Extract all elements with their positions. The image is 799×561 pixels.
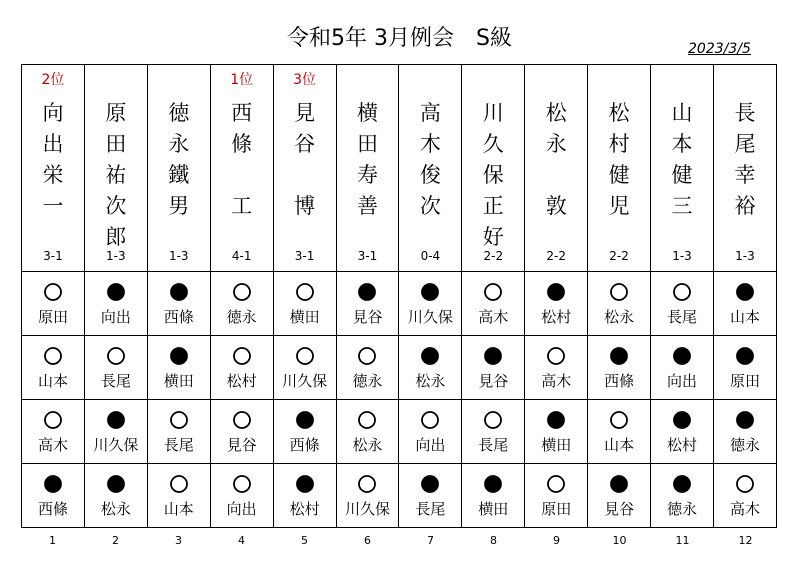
opponent-name: 徳永 [667,500,698,518]
round-row [22,272,777,336]
opponent-name: 長尾 [415,500,446,518]
loss-dot-icon [148,346,210,366]
opponent-name: 高木 [541,372,572,390]
player-rank: 3位 [293,72,317,88]
player-header-row [22,65,777,272]
loss-dot-icon [462,474,524,494]
loss-dot-icon [714,282,776,302]
result-cell [462,464,525,528]
result-cell [399,400,462,464]
win-circle-icon [588,410,650,430]
event-date: 2023/3/5 [688,41,751,57]
win-circle-icon [211,474,273,494]
loss-dot-icon [651,474,713,494]
player-name: 松 村 健 児 [608,101,630,218]
player-record: 4-1 [231,249,252,263]
win-circle-icon [274,346,336,366]
player-record: 1-3 [168,249,189,263]
result-cell [84,272,147,336]
player-rank [525,71,587,89]
round-row [22,400,777,464]
player-rank [462,71,524,89]
result-cell [273,336,336,400]
result-cell [147,464,210,528]
column-number: 11 [675,534,690,547]
win-circle-icon [211,410,273,430]
opponent-name: 山本 [163,500,194,518]
player-column-header [713,65,776,272]
result-cell [588,336,651,400]
player-name: 徳 永 鐵 男 [168,101,190,218]
opponent-name: 見谷 [604,500,635,518]
win-circle-icon [148,410,210,430]
result-cell [336,272,399,336]
win-circle-icon [211,282,273,302]
opponent-name: 松永 [604,308,635,326]
win-circle-icon [337,346,399,366]
opponent-name: 川久保 [93,436,139,454]
opponent-name: 徳永 [729,436,760,454]
result-cell [22,336,85,400]
player-rank: 2位 [41,72,65,88]
player-record: 2-2 [483,249,504,263]
loss-dot-icon [462,346,524,366]
column-number: 2 [112,534,119,547]
result-cell [399,464,462,528]
player-column-header [84,65,147,272]
player-record: 2-2 [609,249,629,263]
win-circle-icon [274,282,336,302]
result-cell [273,272,336,336]
result-cell [210,400,273,464]
player-rank [714,71,776,89]
player-name: 横 田 寿 善 [356,101,378,218]
loss-dot-icon [588,474,650,494]
loss-dot-icon [148,282,210,302]
result-cell [22,272,85,336]
player-rank [399,71,461,89]
opponent-name: 横田 [163,372,194,390]
result-cell [336,400,399,464]
opponent-name: 山本 [604,436,635,454]
opponent-name: 山本 [37,372,68,390]
loss-dot-icon [85,410,147,430]
win-circle-icon [22,282,84,302]
win-circle-icon [525,474,587,494]
result-cell [588,272,651,336]
opponent-name: 川久保 [282,372,328,390]
result-cell [273,464,336,528]
opponent-name: 川久保 [344,500,390,518]
loss-dot-icon [399,346,461,366]
loss-dot-icon [651,346,713,366]
result-cell [462,400,525,464]
opponent-name: 西條 [289,436,320,454]
result-cell [273,400,336,464]
column-number: 12 [738,534,753,547]
player-name: 川 久 保 正 好 [482,101,504,249]
result-cell [525,400,588,464]
player-rank [337,71,399,89]
column-number: 7 [427,534,434,547]
win-circle-icon [399,410,461,430]
player-name: 高 木 俊 次 [419,101,441,218]
player-rank [85,71,147,89]
player-column-header [525,65,588,272]
opponent-name: 向出 [415,436,446,454]
opponent-name: 松永 [352,436,383,454]
opponent-name: 松村 [289,500,320,518]
loss-dot-icon [85,474,147,494]
result-cell [147,336,210,400]
result-cell [336,336,399,400]
column-numbers [21,533,777,549]
result-cell [713,400,776,464]
win-circle-icon [588,282,650,302]
player-record: 1-3 [735,249,755,263]
player-name: 長 尾 幸 裕 [734,101,756,218]
player-record: 3-1 [294,249,315,263]
win-circle-icon [714,474,776,494]
loss-dot-icon [525,282,587,302]
column-number: 1 [49,534,56,547]
round-row [22,336,777,400]
opponent-name: 横田 [541,436,572,454]
opponent-name: 西條 [604,372,635,390]
loss-dot-icon [399,474,461,494]
result-cell [147,400,210,464]
result-cell [713,464,776,528]
result-cell [147,272,210,336]
result-cell [336,464,399,528]
opponent-name: 高木 [729,500,760,518]
result-cell [525,336,588,400]
column-number: 5 [301,534,308,547]
opponent-name: 長尾 [163,436,194,454]
loss-dot-icon [337,282,399,302]
result-cell [651,336,714,400]
opponent-name: 原田 [37,308,68,326]
player-record: 1-3 [106,249,126,263]
column-number: 8 [490,534,497,547]
player-record: 3-1 [357,249,378,263]
opponent-name: 長尾 [667,308,698,326]
loss-dot-icon [588,346,650,366]
win-circle-icon [22,346,84,366]
opponent-name: 向出 [667,372,698,390]
result-cell [588,464,651,528]
opponent-name: 松村 [226,372,257,390]
win-circle-icon [337,410,399,430]
loss-dot-icon [85,282,147,302]
opponent-name: 見谷 [478,372,509,390]
player-name: 原 田 祐 次 郎 [105,101,127,249]
player-rank: 1位 [230,72,254,88]
result-cell [462,336,525,400]
player-name: 松 永 敦 [545,101,567,218]
opponent-name: 高木 [478,308,509,326]
opponent-name: 松村 [667,436,698,454]
column-number: 9 [553,534,560,547]
loss-dot-icon [525,410,587,430]
result-cell [210,272,273,336]
player-column-header [651,65,714,272]
opponent-name: 山本 [729,308,760,326]
player-column-header [336,65,399,272]
result-cell [22,464,85,528]
win-circle-icon [85,346,147,366]
column-number: 3 [175,534,182,547]
opponent-name: 向出 [100,308,131,326]
player-name: 山 本 健 三 [671,101,693,218]
result-cell [399,336,462,400]
column-number: 4 [238,534,245,547]
player-record: 2-2 [546,249,566,263]
opponent-name: 原田 [541,500,572,518]
player-rank [148,71,210,89]
opponent-name: 松永 [415,372,446,390]
result-cell [588,400,651,464]
opponent-name: 横田 [289,308,320,326]
win-circle-icon [525,346,587,366]
opponent-name: 長尾 [100,372,131,390]
opponent-name: 向出 [226,500,257,518]
player-column-header [147,65,210,272]
result-cell [651,400,714,464]
loss-dot-icon [274,410,336,430]
loss-dot-icon [714,346,776,366]
result-cell [84,464,147,528]
result-cell [525,272,588,336]
result-cell [525,464,588,528]
result-cell [462,272,525,336]
player-name: 向 出 栄 一 [42,101,64,218]
column-number: 6 [364,534,371,547]
player-record: 0-4 [420,249,441,263]
opponent-name: 松村 [541,308,572,326]
opponent-name: 高木 [37,436,68,454]
opponent-name: 西條 [163,308,194,326]
player-name: 見 谷 博 [294,101,316,218]
result-cell [651,272,714,336]
player-column-header [210,65,273,272]
opponent-name: 川久保 [407,308,453,326]
loss-dot-icon [714,410,776,430]
player-column-header [588,65,651,272]
win-circle-icon [462,410,524,430]
results-table [21,64,777,528]
result-cell [22,400,85,464]
opponent-name: 原田 [729,372,760,390]
opponent-name: 見谷 [226,436,257,454]
player-rank [588,71,650,89]
loss-dot-icon [651,410,713,430]
player-column-header [22,65,85,272]
result-cell [210,464,273,528]
player-record: 3-1 [43,249,63,263]
win-circle-icon [148,474,210,494]
opponent-name: 見谷 [352,308,383,326]
result-cell [210,336,273,400]
result-cell [399,272,462,336]
result-cell [651,464,714,528]
result-cell [713,272,776,336]
win-circle-icon [651,282,713,302]
win-circle-icon [337,474,399,494]
result-cell [713,336,776,400]
result-cell [84,336,147,400]
loss-dot-icon [22,474,84,494]
player-rank [651,71,713,89]
page-title: 令和5年 3月例会 S級 [287,26,512,51]
round-row [22,464,777,528]
opponent-name: 西條 [37,500,68,518]
player-column-header [462,65,525,272]
player-column-header [273,65,336,272]
opponent-name: 徳永 [226,308,257,326]
opponent-name: 徳永 [352,372,383,390]
loss-dot-icon [274,474,336,494]
loss-dot-icon [399,282,461,302]
player-column-header [399,65,462,272]
result-cell [84,400,147,464]
opponent-name: 松永 [100,500,131,518]
opponent-name: 長尾 [478,436,509,454]
win-circle-icon [462,282,524,302]
player-name: 西 條 工 [231,101,253,218]
win-circle-icon [211,346,273,366]
player-record: 1-3 [672,249,692,263]
column-number: 10 [612,534,627,547]
win-circle-icon [22,410,84,430]
opponent-name: 横田 [478,500,509,518]
